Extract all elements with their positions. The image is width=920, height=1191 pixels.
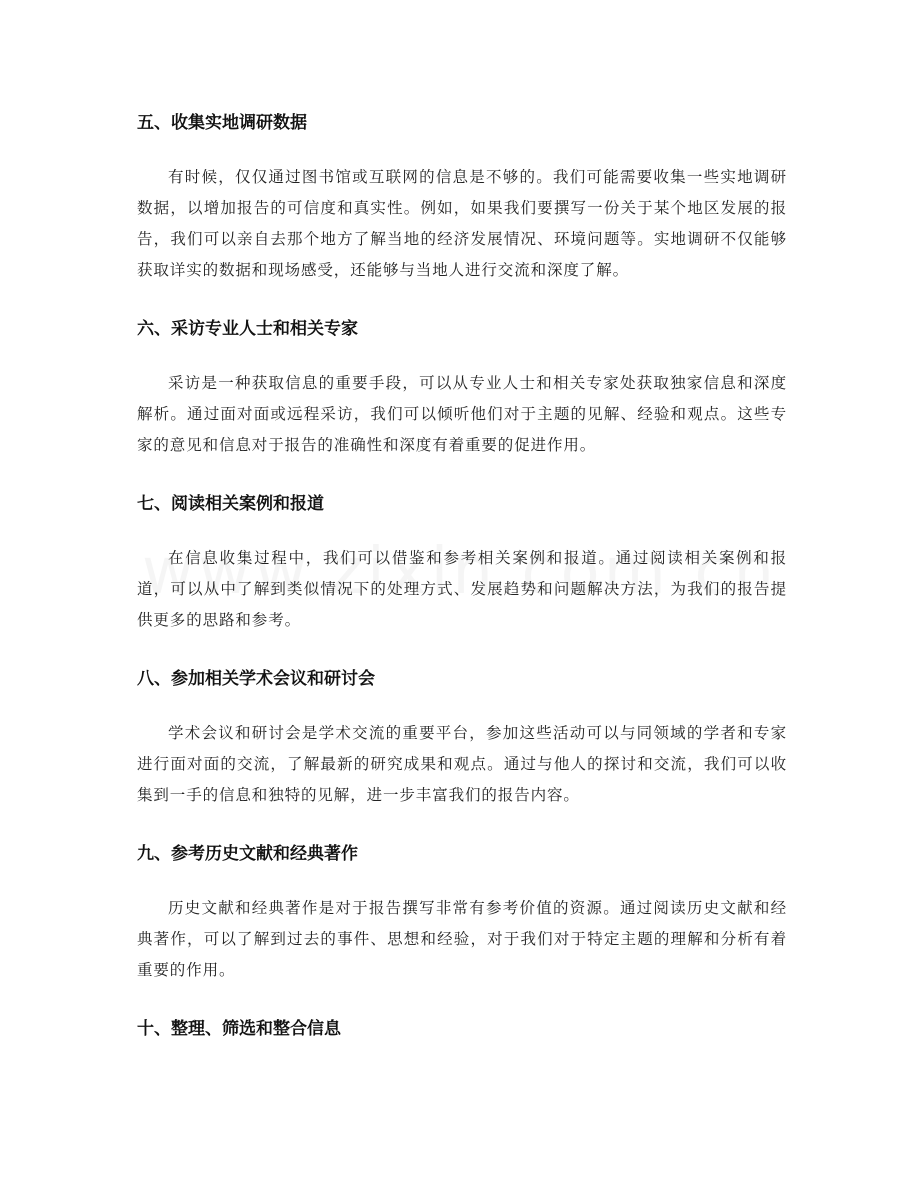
- section-paragraph: 采访是一种获取信息的重要手段，可以从专业人士和相关专家处获取独家信息和深度解析。通过面对面或远程采访，我们可以倾听他们对于主题的见解、经验和观点。这些专家的意见和信息对于报告的准确性和深度有着重要的促进作用。: [137, 374, 787, 454]
- section-heading: 六、采访专业人士和相关专家: [137, 319, 358, 339]
- section-6: [137, 310, 787, 461]
- section-7: [137, 485, 787, 636]
- section-paragraph: 在信息收集过程中，我们可以借鉴和参考相关案例和报道。通过阅读相关案例和报道，可以从中了解到类似情况下的处理方式、发展趋势和问题解决方法，为我们的报告提供更多的思路和参考。: [137, 549, 787, 629]
- section-heading: 八、参加相关学术会议和研讨会: [137, 669, 375, 689]
- document-content: [137, 104, 787, 1068]
- section-heading: 五、收集实地调研数据: [137, 113, 307, 133]
- section-heading: 十、整理、筛选和整合信息: [137, 1019, 341, 1039]
- section-paragraph: 学术会议和研讨会是学术交流的重要平台，参加这些活动可以与同领域的学者和专家进行面对面的交流，了解最新的研究成果和观点。通过与他人的探讨和交流，我们可以收集到一手的信息和独特的见解，进一步丰富我们的报告内容。: [137, 724, 787, 804]
- section-8: [137, 660, 787, 811]
- section-9: [137, 835, 787, 986]
- section-heading: 九、参考历史文献和经典著作: [137, 844, 358, 864]
- section-paragraph: 历史文献和经典著作是对于报告撰写非常有参考价值的资源。通过阅读历史文献和经典著作，可以了解到过去的事件、思想和经验，对于我们对于特定主题的理解和分析有着重要的作用。: [137, 899, 787, 979]
- section-10: [137, 1010, 787, 1048]
- section-heading: 七、阅读相关案例和报道: [137, 494, 324, 514]
- section-5: [137, 104, 787, 286]
- section-paragraph: 有时候，仅仅通过图书馆或互联网的信息是不够的。我们可能需要收集一些实地调研数据，以增加报告的可信度和真实性。例如，如果我们要撰写一份关于某个地区发展的报告，我们可以亲自去那个地方了解当地的经济发展情况、环境问题等。实地调研不仅能够获取详实的数据和现场感受，还能够与当地人进行交流和深度了解。: [137, 168, 787, 279]
